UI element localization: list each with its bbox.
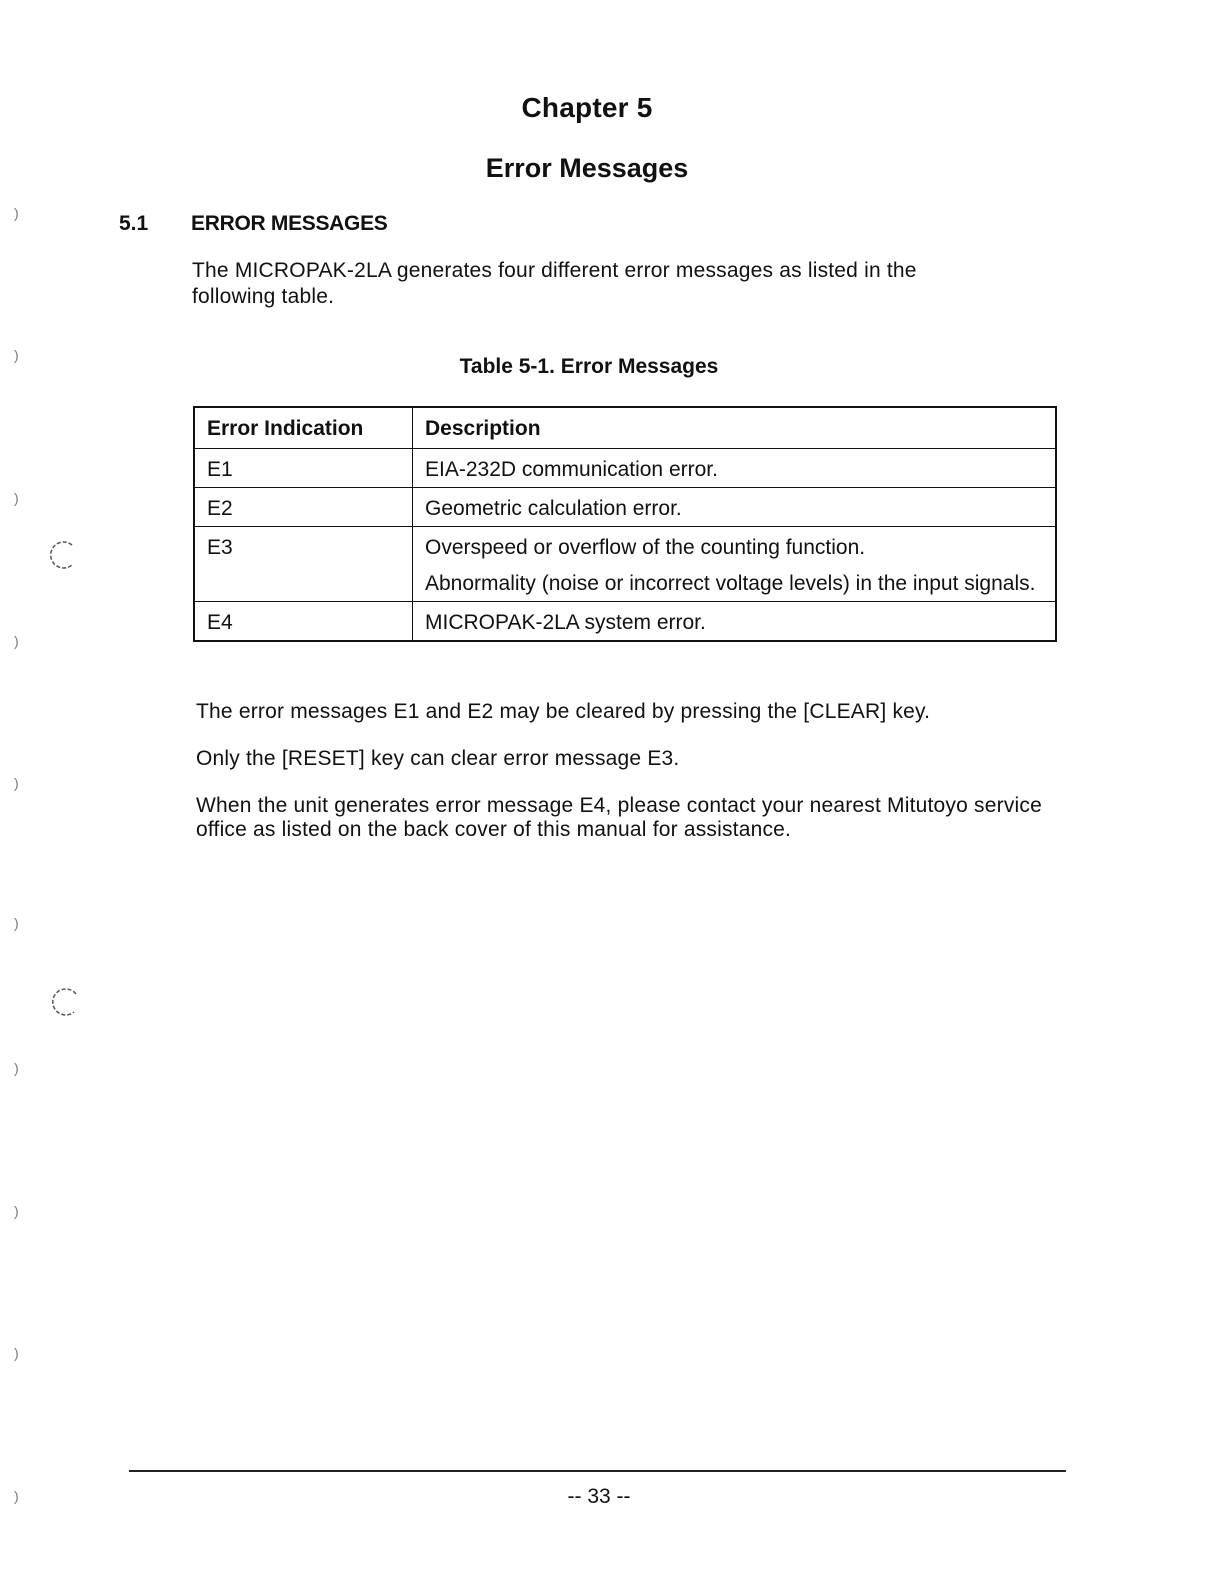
column-header-description: Description xyxy=(413,407,1057,449)
description-cell xyxy=(413,602,1057,642)
scan-mark: ) xyxy=(14,1345,19,1361)
scan-mark: ) xyxy=(14,1060,19,1076)
paragraph-gap xyxy=(425,560,1043,572)
chapter-subtitle: Error Messages xyxy=(485,153,689,183)
table-row xyxy=(194,527,1056,602)
column-header-error-indication: Error Indication xyxy=(194,407,413,449)
description-cell xyxy=(413,488,1057,527)
table-row xyxy=(194,449,1056,488)
scan-mark: ) xyxy=(14,490,19,506)
reset-key-paragraph: Only the [RESET] key can clear error message E3. xyxy=(196,747,680,770)
table-header-row xyxy=(194,407,1056,449)
intro-paragraph: The MICROPAK-2LA generates four different error messages as listed in the following table. xyxy=(192,259,917,308)
scan-mark: ) xyxy=(14,633,19,649)
error-code-cell: E2 xyxy=(194,488,413,527)
chapter-title: Chapter 5 xyxy=(521,92,653,123)
scan-mark: ) xyxy=(14,775,19,791)
error-code-cell: E4 xyxy=(194,602,413,642)
description-text: Abnormality (noise or incorrect voltage levels) in the input signals. xyxy=(425,572,1036,595)
contact-service-paragraph: When the unit generates error message E4, please contact your nearest Mitutoyo service office as listed on the back cover of this manual for assistance. xyxy=(196,794,1042,841)
scan-mark: ) xyxy=(14,1488,19,1504)
scan-mark: ) xyxy=(14,1203,19,1219)
hole-icon xyxy=(48,984,84,1020)
table-caption: Table 5-1. Error Messages xyxy=(459,355,719,378)
description-text: Geometric calculation error. xyxy=(425,497,682,520)
description-text: Overspeed or overflow of the counting function. xyxy=(425,536,866,559)
hole-icon xyxy=(46,537,82,573)
scan-mark: ) xyxy=(14,915,19,931)
description-cell xyxy=(413,449,1057,488)
table-row xyxy=(194,488,1056,527)
scan-mark: ) xyxy=(14,205,19,221)
description-cell xyxy=(413,527,1057,602)
table-row xyxy=(194,602,1056,642)
description-text: EIA-232D communication error. xyxy=(425,458,718,481)
footer-rule xyxy=(129,1470,1066,1472)
error-code-cell: E1 xyxy=(194,449,413,488)
scan-mark: ) xyxy=(14,347,19,363)
clear-key-paragraph: The error messages E1 and E2 may be cleared by pressing the [CLEAR] key. xyxy=(196,700,931,723)
section-number: 5.1 xyxy=(119,212,149,235)
page-number: -- 33 -- xyxy=(567,1485,631,1508)
description-text: MICROPAK-2LA system error. xyxy=(425,611,706,634)
error-messages-table xyxy=(193,406,1057,642)
section-title: ERROR MESSAGES xyxy=(191,212,388,235)
error-code-cell: E3 xyxy=(194,527,413,602)
